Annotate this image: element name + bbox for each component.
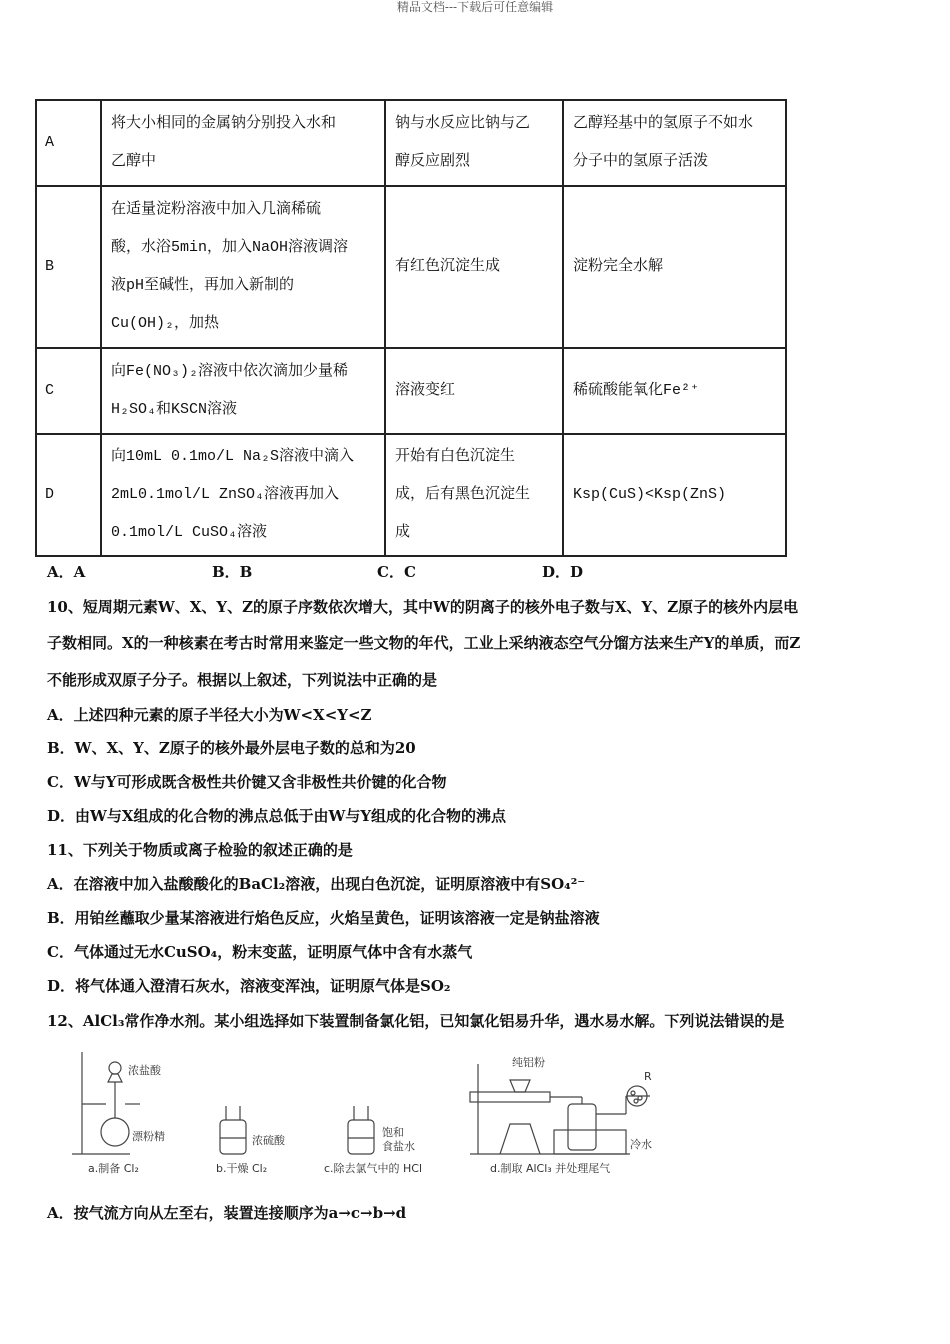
phenomenon-cell	[385, 100, 563, 186]
row-label: A	[36, 100, 101, 186]
q11-stem: 11、下列关于物质或离子检验的叙述正确的是	[47, 841, 353, 859]
caption-d: d.制取 AlCl₃ 并处理尾气	[490, 1162, 611, 1175]
option-b: B．B	[212, 563, 253, 581]
cell-line: 乙醇羟基中的氢原子不如水	[573, 115, 754, 132]
q11-option-b: B．用铂丝蘸取少量某溶液进行焰色反应，火焰呈黄色，证明该溶液一定是钠盐溶液	[47, 909, 600, 927]
row-label: C	[36, 348, 101, 434]
apparatus-figure	[70, 1044, 670, 1184]
cell-line: 分子中的氢原子活泼	[573, 153, 709, 170]
cell-line: 向Fe(NO₃)₂溶液中依次滴加少量稀	[111, 363, 349, 380]
operation-cell	[101, 186, 385, 348]
phenomenon-cell	[385, 434, 563, 556]
q11-option-a: A．在溶液中加入盐酸酸化的BaCl₂溶液，出现白色沉淀，证明原溶液中有SO₄²⁻	[47, 875, 586, 893]
q11-option-c: C．气体通过无水CuSO₄，粉末变蓝，证明原气体中含有水蒸气	[47, 943, 473, 961]
q10-stem-line: 子数相同。X的一种核素在考古时常用来鉴定一些文物的年代，工业上采纳液态空气分馏方法来生产Y的单质，而Z	[47, 634, 801, 652]
label-d-top: 纯铝粉	[512, 1056, 545, 1069]
experiment-table	[35, 99, 787, 557]
cell-line: 0.1mol/L CuSO₄溶液	[111, 524, 268, 541]
operation-cell	[101, 100, 385, 186]
page-header: 精品文档---下载后可任意编辑	[396, 0, 554, 14]
cell-line: 成，后有黑色沉淀生	[395, 486, 531, 503]
q10-stem-line: 不能形成双原子分子。根据以上叙述，下列说法中正确的是	[47, 671, 438, 689]
q10-option-a: A．上述四种元素的原子半径大小为W<X<Y<Z	[47, 706, 372, 724]
label-d-water: 冷水	[630, 1138, 652, 1151]
cell-line: 2mL0.1mol/L ZnSO₄溶液再加入	[111, 486, 340, 503]
cell-line: 淀粉完全水解	[573, 258, 664, 275]
conclusion-cell	[563, 348, 786, 434]
label-c-side2: 食盐水	[382, 1140, 415, 1153]
cell-line: 开始有白色沉淀生	[395, 448, 516, 465]
q12-stem: 12、AlCl₃常作净水剂。某小组选择如下装置制备氯化铝，已知氯化铝易升华，遇水易水解。下列说法错误的是	[47, 1012, 785, 1030]
label-b-side: 浓硫酸	[252, 1134, 285, 1147]
caption-b: b.干燥 Cl₂	[216, 1162, 268, 1175]
phenomenon-cell	[385, 348, 563, 434]
q10-stem-line: 10、短周期元素W、X、Y、Z的原子序数依次增大，其中W的阴离子的核外电子数与X、Y、Z原子的核外内层电	[47, 598, 799, 616]
cell-line: 在适量淀粉溶液中加入几滴稀硫	[111, 201, 322, 218]
label-a-side: 漂粉精	[132, 1130, 165, 1143]
option-d: D．D	[542, 563, 584, 581]
q10-option-b: B．W、X、Y、Z原子的核外最外层电子数的总和为20	[47, 739, 416, 757]
cell-line: H₂SO₄和KSCN溶液	[111, 401, 238, 418]
row-label: D	[36, 434, 101, 556]
caption-a: a.制备 Cl₂	[88, 1162, 139, 1175]
cell-line: 有红色沉淀生成	[395, 258, 501, 275]
cell-line: 将大小相同的金属钠分别投入水和	[111, 115, 337, 132]
cell-line: Cu(OH)₂，加热	[111, 315, 220, 332]
apparatus-d	[470, 1064, 650, 1154]
operation-cell	[101, 348, 385, 434]
conclusion-cell	[563, 100, 786, 186]
q10-option-c: C．W与Y可形成既含极性共价键又含非极性共价键的化合物	[47, 773, 447, 791]
cell-line: 向10mL 0.1mo/L Na₂S溶液中滴入	[111, 448, 355, 465]
cell-line: 钠与水反应比钠与乙	[395, 115, 531, 132]
cell-line: 酸，水浴5min，加入NaOH溶液调溶	[111, 239, 349, 256]
q12-option-a: A．按气流方向从左至右，装置连接顺序为a→c→b→d	[47, 1204, 407, 1222]
label-c-side1: 饱和	[382, 1126, 404, 1139]
conclusion-cell	[563, 434, 786, 556]
cell-line: 成	[395, 524, 411, 541]
cell-line: 溶液变红	[395, 382, 456, 399]
apparatus-c	[348, 1106, 374, 1154]
q11-option-d: D．将气体通入澄清石灰水，溶液变浑浊，证明原气体是SO₂	[47, 977, 451, 995]
cell-line: Ksp(CuS)<Ksp(ZnS)	[573, 486, 727, 503]
cell-line: 稀硫酸能氧化Fe²⁺	[573, 382, 700, 399]
label-d-r: R	[644, 1070, 652, 1083]
cell-line: 液pH至碱性，再加入新制的	[111, 277, 295, 294]
apparatus-b	[220, 1106, 246, 1154]
table-row	[36, 348, 786, 434]
cell-line: 乙醇中	[111, 153, 157, 170]
option-a: A．A	[47, 563, 86, 581]
operation-cell	[101, 434, 385, 556]
q10-option-d: D．由W与X组成的化合物的沸点总低于由W与Y组成的化合物的沸点	[47, 807, 507, 825]
conclusion-cell	[563, 186, 786, 348]
cell-line: 醇反应剧烈	[395, 153, 471, 170]
label-a-top: 浓盐酸	[128, 1064, 161, 1077]
table-row	[36, 434, 786, 556]
table-row	[36, 186, 786, 348]
phenomenon-cell	[385, 186, 563, 348]
option-c: C．C	[377, 563, 416, 581]
row-label: B	[36, 186, 101, 348]
table-row	[36, 100, 786, 186]
caption-c: c.除去氯气中的 HCl	[324, 1162, 423, 1175]
